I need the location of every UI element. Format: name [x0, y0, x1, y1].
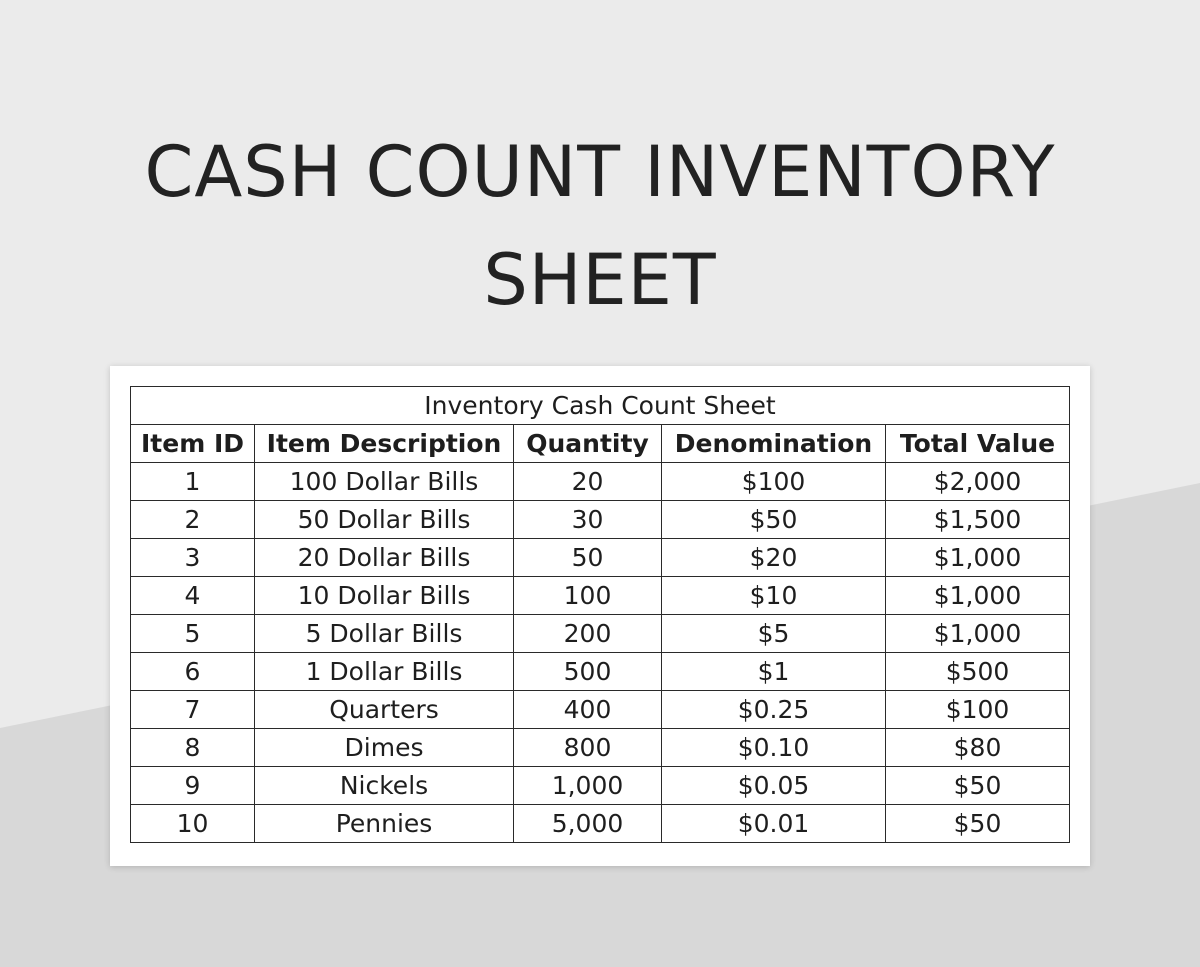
cell-item-description: 100 Dollar Bills: [255, 463, 514, 501]
cell-quantity: 400: [514, 691, 662, 729]
cell-total-value: $1,000: [886, 577, 1070, 615]
cell-item-id: 6: [131, 653, 255, 691]
cell-total-value: $50: [886, 805, 1070, 843]
table-row: [131, 577, 1070, 615]
cell-item-description: Dimes: [255, 729, 514, 767]
cell-item-id: 8: [131, 729, 255, 767]
cell-total-value: $2,000: [886, 463, 1070, 501]
cell-denomination: $0.01: [662, 805, 886, 843]
cell-denomination: $0.10: [662, 729, 886, 767]
header-item-id: Item ID: [131, 425, 255, 463]
table-row: [131, 767, 1070, 805]
header-total-value: Total Value: [886, 425, 1070, 463]
cell-item-id: 9: [131, 767, 255, 805]
header-denomination: Denomination: [662, 425, 886, 463]
cell-item-description: 50 Dollar Bills: [255, 501, 514, 539]
cell-denomination: $100: [662, 463, 886, 501]
cell-denomination: $20: [662, 539, 886, 577]
cell-total-value: $1,000: [886, 615, 1070, 653]
cell-item-id: 7: [131, 691, 255, 729]
table-row: [131, 653, 1070, 691]
cell-total-value: $100: [886, 691, 1070, 729]
cell-item-description: 5 Dollar Bills: [255, 615, 514, 653]
cell-quantity: 20: [514, 463, 662, 501]
table-header-row: [131, 425, 1070, 463]
table-body: [131, 463, 1070, 843]
cell-denomination: $50: [662, 501, 886, 539]
cell-item-description: Nickels: [255, 767, 514, 805]
table-row: [131, 539, 1070, 577]
cell-total-value: $1,500: [886, 501, 1070, 539]
spreadsheet-card: [110, 366, 1090, 866]
cell-quantity: 5,000: [514, 805, 662, 843]
cell-denomination: $0.25: [662, 691, 886, 729]
cell-quantity: 500: [514, 653, 662, 691]
cell-denomination: $0.05: [662, 767, 886, 805]
table-row: [131, 805, 1070, 843]
cell-total-value: $500: [886, 653, 1070, 691]
header-quantity: Quantity: [514, 425, 662, 463]
table-row: [131, 501, 1070, 539]
cell-item-id: 2: [131, 501, 255, 539]
cell-quantity: 1,000: [514, 767, 662, 805]
cash-count-table: [130, 386, 1070, 843]
cell-denomination: $1: [662, 653, 886, 691]
cell-item-id: 10: [131, 805, 255, 843]
table-caption: Inventory Cash Count Sheet: [131, 387, 1070, 425]
cell-item-description: Quarters: [255, 691, 514, 729]
table-row: [131, 729, 1070, 767]
cell-denomination: $10: [662, 577, 886, 615]
header-item-description: Item Description: [255, 425, 514, 463]
cell-item-description: Pennies: [255, 805, 514, 843]
table-row: [131, 463, 1070, 501]
cell-quantity: 100: [514, 577, 662, 615]
cell-item-description: 10 Dollar Bills: [255, 577, 514, 615]
cell-total-value: $80: [886, 729, 1070, 767]
table-row: [131, 615, 1070, 653]
table-caption-row: [131, 387, 1070, 425]
cell-total-value: $50: [886, 767, 1070, 805]
cell-quantity: 30: [514, 501, 662, 539]
cell-item-id: 3: [131, 539, 255, 577]
cell-item-description: 1 Dollar Bills: [255, 653, 514, 691]
cell-item-id: 1: [131, 463, 255, 501]
cell-item-description: 20 Dollar Bills: [255, 539, 514, 577]
cell-quantity: 200: [514, 615, 662, 653]
cell-denomination: $5: [662, 615, 886, 653]
cell-total-value: $1,000: [886, 539, 1070, 577]
table-row: [131, 691, 1070, 729]
cell-item-id: 5: [131, 615, 255, 653]
cell-quantity: 50: [514, 539, 662, 577]
cell-quantity: 800: [514, 729, 662, 767]
page-title: [0, 118, 1200, 334]
cell-item-id: 4: [131, 577, 255, 615]
title-line-2: SHEET: [483, 239, 717, 321]
title-line-1: CASH COUNT INVENTORY: [144, 131, 1056, 213]
